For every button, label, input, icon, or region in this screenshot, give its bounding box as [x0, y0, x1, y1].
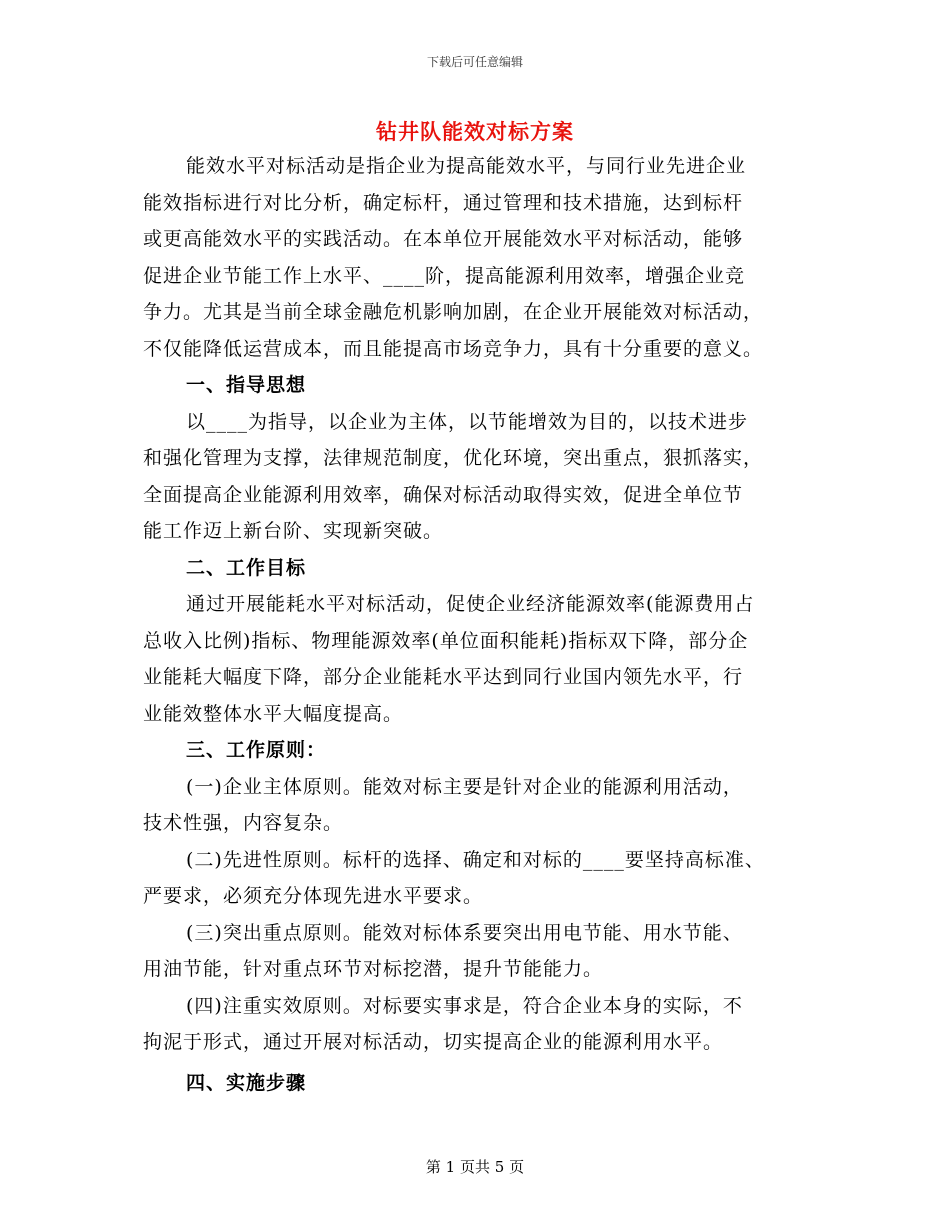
paragraph-line: 通过开展能耗水平对标活动，促使企业经济能源效率(能源费用占 [186, 593, 755, 615]
paragraph-line: (二)先进性原则。标杆的选择、确定和对标的____要坚持高标准、 [186, 848, 765, 871]
paragraph-line: 用油节能，针对重点环节对标挖潜，提升节能能力。 [143, 958, 604, 980]
paragraph-line: 技术性强，内容复杂。 [143, 812, 344, 834]
paragraph-line: 拘泥于形式，通过开展对标活动，切实提高企业的能源利用水平。 [143, 1031, 724, 1053]
section-heading-work-principles: 三、工作原则： [186, 739, 327, 761]
paragraph-line: 业能效整体水平大幅度提高。 [143, 702, 404, 725]
page-number: 第 1 页共 5 页 [425, 1158, 525, 1176]
paragraph-line: 业能耗大幅度下降，部分企业能耗水平达到同行业国内领先水平，行 [143, 666, 744, 688]
section-heading-work-goals: 二、工作目标 [186, 556, 307, 579]
paragraph-line: 争力。尤其是当前全球金融危机影响加剧，在企业开展能效对标活动， [143, 301, 764, 323]
paragraph-line: 能工作迈上新台阶、实现新突破。 [143, 520, 444, 542]
paragraph-line: 严要求，必须充分体现先进水平要求。 [143, 885, 484, 907]
paragraph-line: 以____为指导，以企业为主体，以节能增效为目的，以技术进步 [186, 410, 749, 433]
paragraph-line: 全面提高企业能源利用效率，确保对标活动取得实效，促进全单位节 [143, 483, 744, 506]
document-body [143, 148, 811, 1105]
paragraph-line: 促进企业节能工作上水平、____阶，提高能源利用效率，增强企业竞 [143, 264, 746, 287]
page-header-note: 下载后可任意编辑 [426, 55, 523, 69]
document-title: 钻井队能效对标方案 [376, 119, 574, 144]
paragraph-line: (四)注重实效原则。对标要实事求是，符合企业本身的实际，不 [186, 994, 743, 1017]
paragraph-line: (三)突出重点原则。能效对标体系要突出用电节能、用水节能、 [186, 921, 743, 944]
paragraph-line: 能效指标进行对比分析，确定标杆，通过管理和技术措施，达到标杆 [143, 191, 744, 214]
paragraph-line: 和强化管理为支撑，法律规范制度，优化环境，突出重点，狠抓落实， [143, 447, 764, 469]
section-heading-implementation-steps: 四、实施步骤 [186, 1071, 307, 1094]
paragraph-line: 总收入比例)指标、物理能源效率(单位面积能耗)指标双下降，部分企 [143, 629, 749, 652]
paragraph-line: 不仅能降低运营成本，而且能提高市场竞争力，具有十分重要的意义。 [143, 337, 764, 360]
paragraph-line: 或更高能效水平的实践活动。在本单位开展能效水平对标活动，能够 [143, 228, 744, 250]
paragraph-line: 能效水平对标活动是指企业为提高能效水平，与同行业先进企业 [186, 155, 747, 177]
paragraph-line: (一)企业主体原则。能效对标主要是针对企业的能源利用活动， [186, 775, 743, 798]
section-heading-guiding-ideology: 一、指导思想 [186, 374, 307, 396]
